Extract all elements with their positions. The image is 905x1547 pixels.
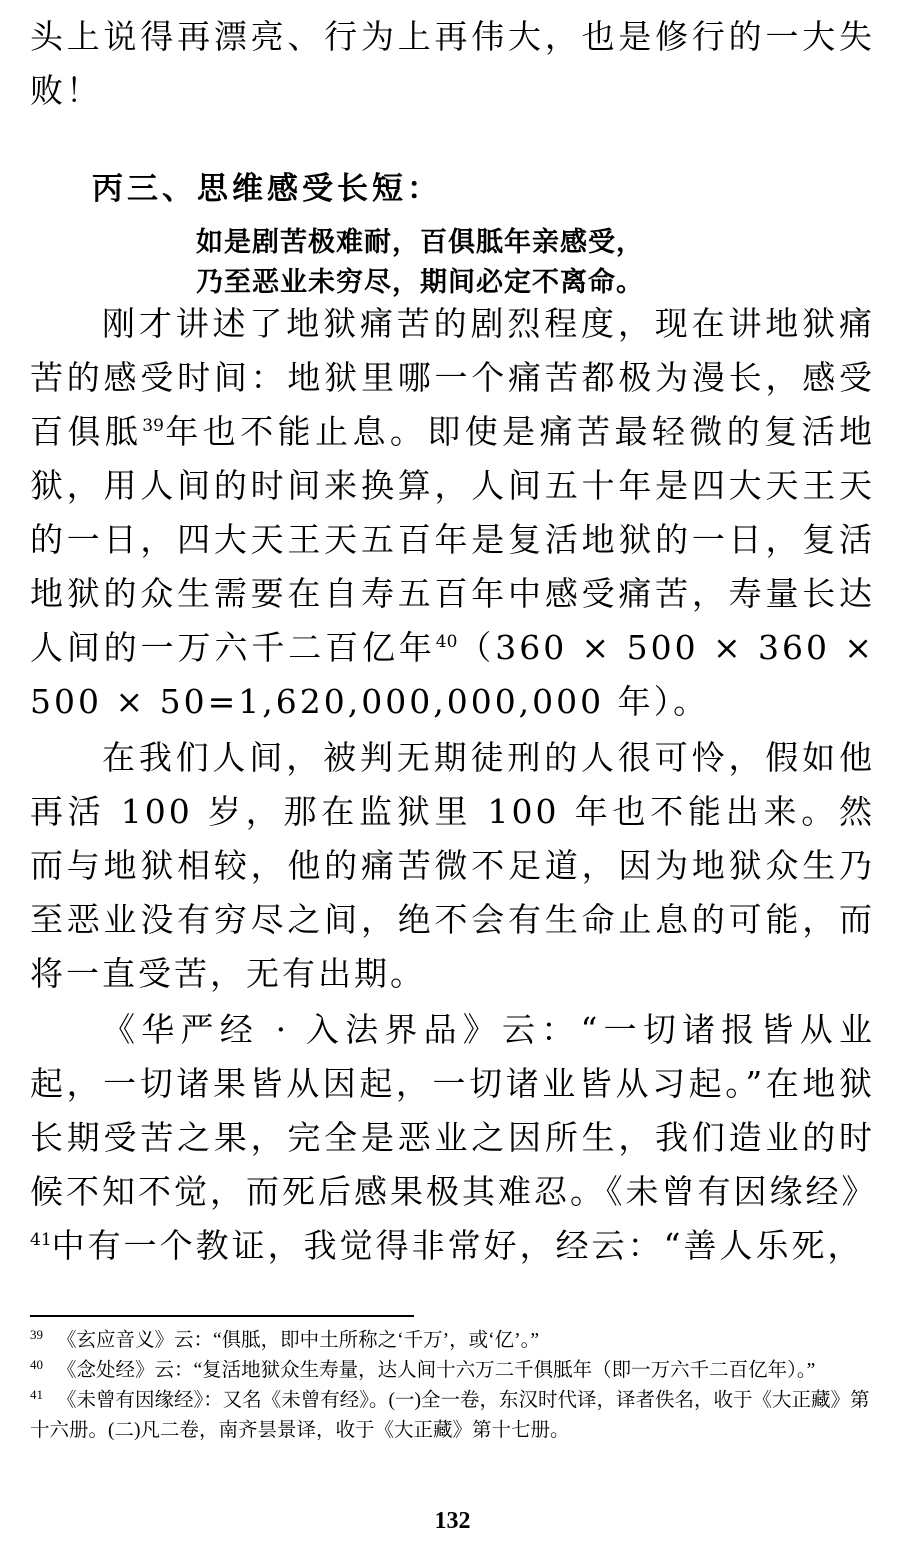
verse-line-2: 乃至恶业未穷尽，期间必定不离命。 <box>196 267 644 298</box>
footnote-41 <box>30 1386 875 1446</box>
footnote-text: 《念处经》云：“复活地狱众生寿量，达人间十六万二千俱胝年（即一万六千二百亿年）。” <box>57 1360 816 1381</box>
paragraph-huayan-quote <box>30 1003 878 1273</box>
footnote-divider <box>30 1315 414 1317</box>
section-heading: 丙三、思维感受长短： <box>92 171 442 207</box>
paragraph-text: 刚才讲述了地狱痛苦的剧烈程度，现在讲地狱痛苦的感受时间：地狱里哪一个痛苦都极为漫长，感受百俱胝 <box>30 304 875 451</box>
footnote-ref-41[interactable]: 41 <box>30 1230 52 1250</box>
paragraph-text: 中有一个教证，我觉得非常好，经云：“善人乐死， <box>51 1226 864 1265</box>
footnote-number: 39 <box>30 1326 43 1342</box>
page-number: 132 <box>434 1508 471 1534</box>
footnote-number: 41 <box>30 1386 43 1402</box>
footnote-text: 《未曾有因缘经》：又名《未曾有经》。(一)全一卷，东汉时代译，译者佚名，收于《大正藏》第十六册。(二)凡二卷，南齐昙景译，收于《大正藏》第十七册。 <box>30 1390 870 1441</box>
paragraph-text: 年也不能止息。即使是痛苦最轻微的复活地狱，用人间的时间来换算，人间五十年是四大天王天的一日，四大天王天五百年是复活地狱的一日，复活地狱的众生需要在自寿五百年中感受痛苦，寿量长达人间的一万六千二百亿年 <box>30 412 876 667</box>
footnotes <box>30 1326 875 1446</box>
paragraph-life-imprisonment: 在我们人间，被判无期徒刑的人很可怜，假如他再活 100 岁，那在监狱里 100 年也不能出来。然而与地狱相较，他的痛苦微不足道，因为地狱众生乃至恶业没有穷尽之间，绝不会有生命止息的可能，而将一直受苦，无有出期。 <box>30 738 875 993</box>
paragraph-text: 《华严经 · 入法界品》云：“一切诸报皆从业起，一切诸果皆从因起，一切诸业皆从习起。”在地狱长期受苦之果，完全是恶业之因所生，我们造业的时候不知不觉，而死后感果极其难忍。《未曾有因缘经》 <box>30 1010 878 1211</box>
verse-line-1: 如是剧苦极难耐，百俱胝年亲感受， <box>196 227 644 258</box>
paragraph-hell-duration <box>30 297 875 729</box>
footnote-number: 40 <box>30 1356 43 1372</box>
intro-paragraph: 头上说得再漂亮、行为上再伟大，也是修行的一大失败！ <box>30 17 875 110</box>
paragraph-text: （360 × 500 × 360 × 500 × 50=1,620,000,000,000 年）。 <box>30 628 875 721</box>
footnote-ref-39[interactable]: 39 <box>142 416 164 436</box>
footnote-text: 《玄应音义》云：“俱胝，即中土所称之‘千万’，或‘亿’。” <box>57 1330 540 1351</box>
footnote-40 <box>30 1356 875 1386</box>
footnote-39 <box>30 1326 875 1356</box>
footnote-ref-40[interactable]: 40 <box>435 632 458 652</box>
